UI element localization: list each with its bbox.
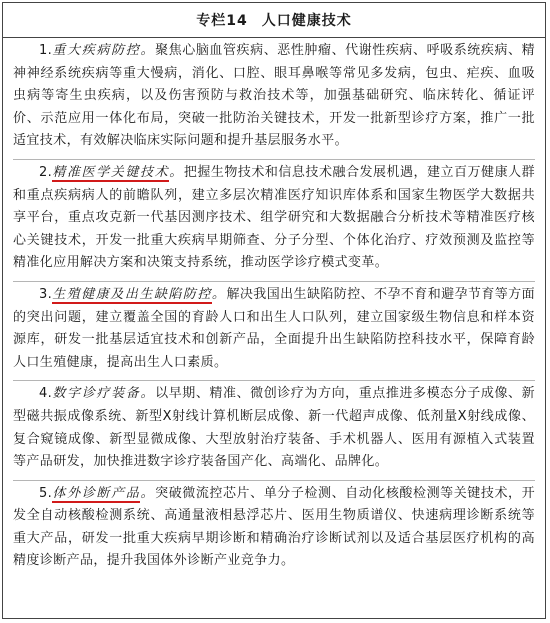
- section-heading: 重大疾病防控: [52, 43, 141, 58]
- box-title-bar: [3, 3, 545, 38]
- section-body: 突破微流控芯片、单分子检测、自动化核酸检测等关键技术，开发全自动核酸检测系统、高通量液相悬浮芯片、医用生物质谱仪、快速病理诊断系统等重大产品，研发一批重大疾病早期诊断和精确治疗诊断试剂以及适合基层医疗机构的高精度诊断产品，提升我国体外诊断产业竞争力。: [13, 485, 535, 569]
- section-body: 解决我国出生缺陷防控、不孕不育和避孕节育等方面的突出问题，建立覆盖全国的育龄人口和出生人口队列，建立国家级生物信息和样本资源库，研发一批基层适宜技术和创新产品，全面提升出生缺陷防控科技水平，保障育龄人口生殖健康，提高出生人口素质。: [13, 286, 535, 370]
- section-heading-sep: 。: [140, 485, 156, 501]
- section-disease-control: [13, 38, 535, 160]
- section-heading-sep: 。: [169, 164, 184, 180]
- section-reproductive-health: [13, 282, 535, 381]
- section-heading: 精准医学关键技术: [52, 164, 170, 180]
- section-ivd-products: [13, 481, 535, 579]
- section-heading-sep: 。: [211, 286, 227, 302]
- section-number: 3.: [39, 286, 53, 302]
- section-number: 2.: [39, 164, 53, 180]
- section-number: 4.: [39, 386, 53, 402]
- section-number: 5.: [39, 485, 53, 501]
- section-digital-equipment: [13, 381, 535, 480]
- section-heading: 数字诊疗装备: [52, 386, 141, 402]
- box-label: 专栏14: [196, 13, 248, 29]
- section-body: 聚焦心脑血管疾病、恶性肿瘤、代谢性疾病、呼吸系统疾病、精神神经系统疾病等重大慢病，消化、口腔、眼耳鼻喉等常见多发病，包虫、疟疾、血吸虫病等寄生虫疾病，以及伤害预防与救治技术等，加强基础研究、临床转化、循证评价、示范应用一体化布局，突破一批防治关键技术，开发一批新型诊疗方案，推广一批适宜技术，有效解决临床实际问题和提升基层服务水平。: [13, 43, 535, 149]
- section-heading-sep: 。: [140, 43, 156, 58]
- box-title: 人口健康技术: [261, 13, 352, 29]
- section-heading: 生殖健康及出生缺陷防控: [52, 286, 212, 302]
- section-heading-sep: 。: [140, 386, 156, 402]
- section-body: 以早期、精准、微创诊疗为方向，重点推进多模态分子成像、新型磁共振成像系统、新型X射线计算机断层成像、新一代超声成像、低剂量X射线成像、复合窥镜成像、新型显微成像、大型放射治疗装备、手术机器人、医用有源植入式装置等产品研发，加快推进数字诊疗装备国产化、高端化、品牌化。: [13, 386, 535, 470]
- section-precision-medicine: [13, 160, 535, 282]
- section-number: 1.: [39, 43, 53, 58]
- section-body: 把握生物技术和信息技术融合发展机遇，建立百万健康人群和重点疾病病人的前瞻队列，建立多层次精准医疗知识库体系和国家生物医学大数据共享平台，重点攻克新一代基因测序技术、组学研究和大数据融合分析技术等精准医疗核心关键技术，开发一批重大疾病早期筛查、分子分型、个体化治疗、疗效预测及监控等精准化应用解决方案和决策支持系统，推动医学诊疗模式变革。: [13, 164, 535, 271]
- section-heading: 体外诊断产品: [52, 485, 141, 501]
- column-box: [2, 2, 546, 619]
